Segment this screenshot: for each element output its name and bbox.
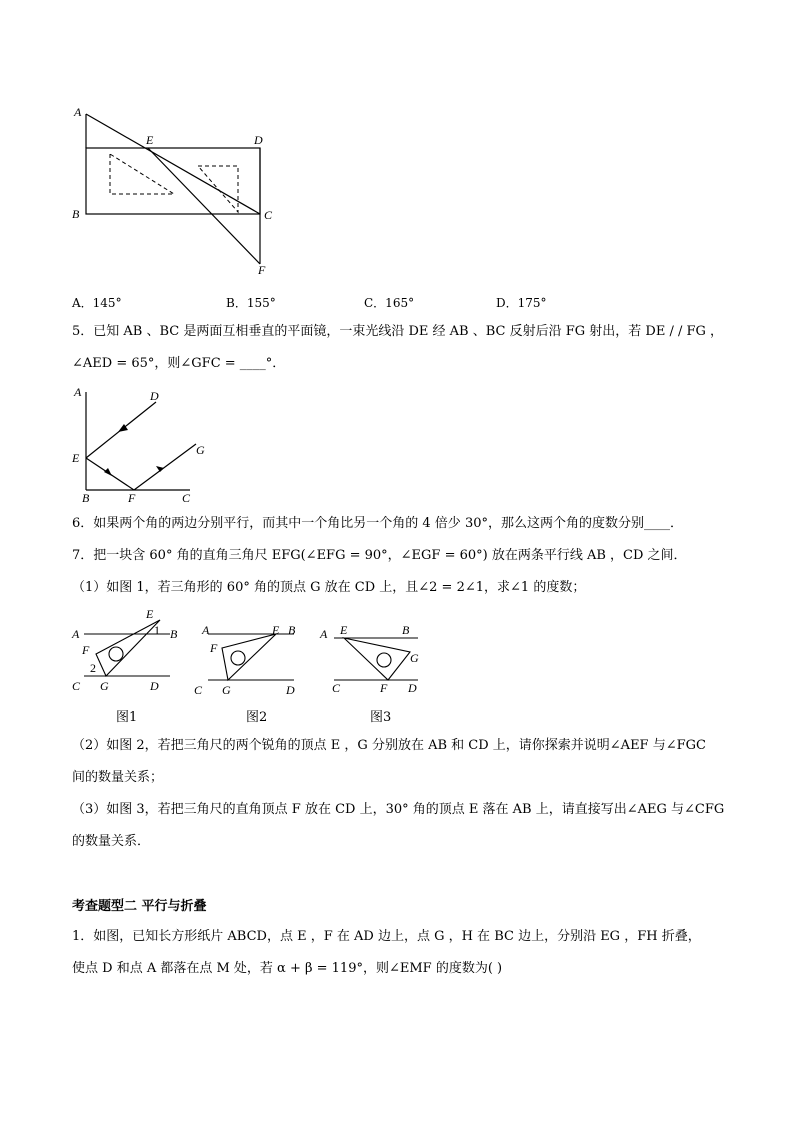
q7-caption-1: 图1 bbox=[116, 710, 138, 725]
q7-caption-2: 图2 bbox=[246, 710, 268, 725]
fig2-label-b: B bbox=[82, 491, 90, 505]
q7-figure-2 bbox=[188, 604, 308, 696]
q7f1-label-d: D bbox=[150, 679, 159, 693]
q7f2-label-e: E bbox=[272, 623, 280, 637]
fig2-label-c: C bbox=[182, 491, 191, 505]
fig2-label-a: A bbox=[74, 385, 82, 399]
q7f3-label-f: F bbox=[380, 681, 388, 695]
fig2-label-g: G bbox=[196, 443, 205, 457]
q7f1-label-one: 1 bbox=[154, 623, 160, 637]
q7f3-label-c: C bbox=[332, 681, 341, 695]
q7-intro: 7．把一块含 60° 角的直角三角尺 EFG(∠EFG = 90°，∠EGF = 60°) 放在两条平行线 AB ，CD 之间． bbox=[72, 548, 687, 563]
q5-line2: ∠AED = 65°，则∠GFC = ____°． bbox=[72, 356, 286, 371]
q7f3-label-b: B bbox=[402, 623, 410, 637]
q7f1-label-a: A bbox=[72, 627, 80, 641]
q7-part1: （1）如图 1，若三角形的 60° 角的顶点 G 放在 CD 上，且∠2 = 2∠1，求∠1 的度数； bbox=[72, 580, 586, 595]
q5-line1: 5．已知 AB 、BC 是两面互相垂直的平面镜，一束光线沿 DE 经 AB 、BC 反射后沿 FG 射出，若 DE / / FG ， bbox=[72, 324, 724, 339]
option-b: B．155° bbox=[226, 296, 276, 310]
option-a: A．145° bbox=[72, 296, 122, 310]
q7f2-label-d: D bbox=[286, 683, 295, 696]
q7f3-label-d: D bbox=[408, 681, 417, 695]
q7f2-label-a: A bbox=[202, 623, 210, 637]
option-c: C．165° bbox=[364, 296, 415, 310]
q7f2-label-f: F bbox=[210, 641, 218, 655]
fig2-label-d: D bbox=[150, 389, 159, 403]
figure-light-reflection bbox=[66, 380, 226, 506]
fig1-label-f: F bbox=[258, 263, 266, 277]
q7f2-label-b: B bbox=[288, 623, 296, 637]
q7-part2-line2: 间的数量关系； bbox=[72, 770, 164, 785]
q7f2-label-g: G bbox=[222, 683, 231, 696]
q7f1-label-e: E bbox=[146, 607, 154, 621]
fig1-label-c: C bbox=[264, 208, 273, 222]
section-heading: 考查题型二 平行与折叠 bbox=[72, 899, 207, 914]
q7f1-label-b: B bbox=[170, 627, 178, 641]
fig1-label-d: D bbox=[254, 133, 263, 147]
q7-caption-3: 图3 bbox=[370, 710, 392, 725]
q7f3-label-g: G bbox=[410, 651, 419, 665]
q7-part2-line1: （2）如图 2，若把三角尺的两个锐角的顶点 E ，G 分别放在 AB 和 CD 上，请你探索并说明∠AEF 与∠FGC bbox=[72, 738, 706, 753]
q7-figure-1 bbox=[66, 604, 186, 696]
q7f1-label-c: C bbox=[72, 679, 81, 693]
q7-part3-line2: 的数量关系． bbox=[72, 834, 151, 849]
fig2-label-f: F bbox=[128, 491, 136, 505]
fig1-label-b: B bbox=[72, 207, 80, 221]
option-d: D．175° bbox=[496, 296, 547, 310]
q7-part3-line1: （3）如图 3，若把三角尺的直角顶点 F 放在 CD 上，30° 角的顶点 E 落在 AB 上，请直接写出∠AEG 与∠CFG bbox=[72, 802, 725, 817]
fig1-label-a: A bbox=[74, 105, 82, 119]
figure-mirror-rectangle bbox=[66, 100, 286, 280]
q7f3-label-e: E bbox=[340, 623, 348, 637]
q7f1-label-g: G bbox=[100, 679, 109, 693]
q7f1-label-f: F bbox=[82, 643, 90, 657]
s2-q1-line2: 使点 D 和点 A 都落在点 M 处，若 α + β = 119°，则∠EMF 的度数为( ) bbox=[72, 961, 503, 976]
q6-text: 6．如果两个角的两边分别平行，而其中一个角比另一个角的 4 倍少 30°，那么这两个角的度数分别____． bbox=[72, 516, 683, 531]
q7f3-label-a: A bbox=[320, 627, 328, 641]
fig1-label-e: E bbox=[146, 133, 154, 147]
s2-q1-line1: 1．如图，已知长方形纸片 ABCD，点 E ，F 在 AD 边上，点 G ，H 在 BC 边上，分别沿 EG ，FH 折叠， bbox=[72, 929, 701, 944]
q7f1-label-two: 2 bbox=[90, 661, 96, 675]
q7-figure-3 bbox=[316, 604, 436, 696]
fig2-label-e: E bbox=[72, 451, 80, 465]
q7f2-label-c: C bbox=[194, 683, 203, 696]
